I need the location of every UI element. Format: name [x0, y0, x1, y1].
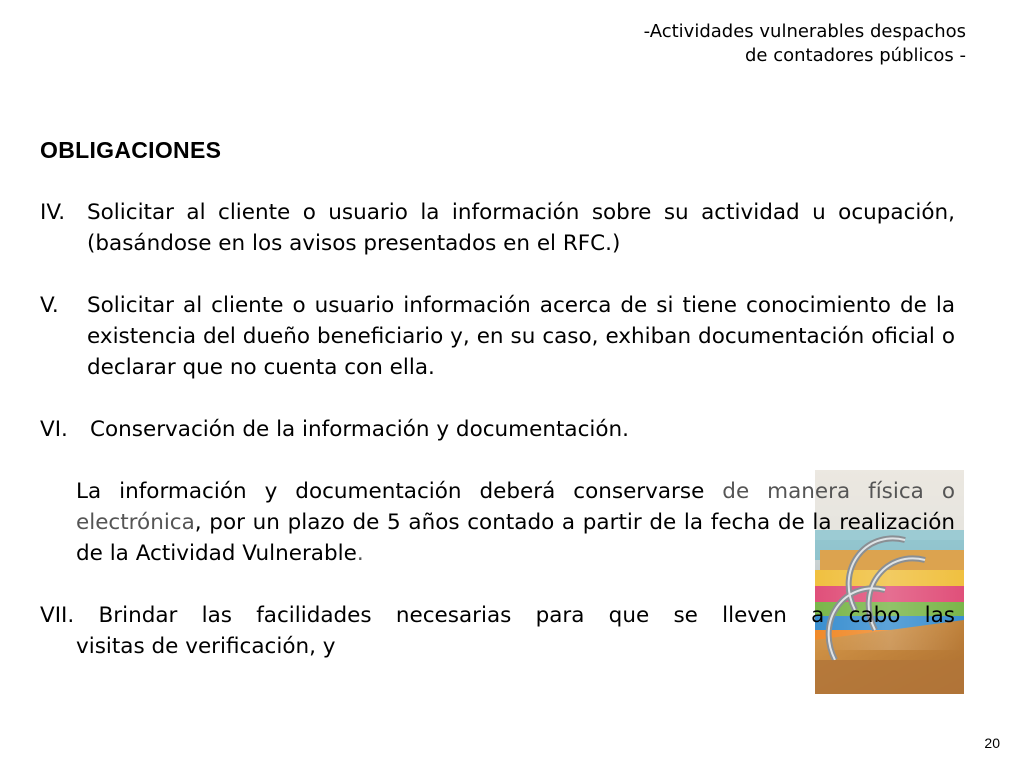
page-number: 20: [984, 735, 1000, 751]
paragraph-part-2: de manera física o electrónica: [76, 479, 955, 535]
obligation-item-iv: [40, 197, 955, 259]
item-number: VII.: [40, 603, 75, 628]
paragraph-part-4: .: [356, 541, 364, 566]
paragraph-part-1: La información y documentación deberá conservarse: [76, 479, 705, 504]
item-number: V.: [40, 293, 59, 318]
obligation-item-vii: [40, 600, 955, 662]
item-text: Brindar las facilidades necesarias para que se lleven a cabo las: [98, 603, 955, 628]
item-text: Solicitar al cliente o usuario información acerca de si tiene conocimiento de la existencia del dueño beneficiario y, en su caso, exhiban documentación oficial o declarar que no cuenta con ella.: [87, 293, 955, 380]
paragraph-part-3: , por un plazo de 5 años contado a partir de la fecha de la realización de la Actividad Vulnerable: [76, 510, 955, 566]
item-number: VI.: [40, 417, 68, 442]
section-title: OBLIGACIONES: [40, 137, 222, 163]
slide-header: [644, 20, 966, 68]
item-number: IV.: [40, 200, 66, 225]
item-vii-line-1: [40, 600, 955, 631]
item-text: Solicitar al cliente o usuario la información sobre su actividad u ocupación, (basándose en los avisos presentados en el RFC.): [87, 200, 955, 256]
header-line-1: -Actividades vulnerables despachos: [643, 21, 966, 42]
item-vii-line-2: visitas de verificación, y: [76, 634, 336, 659]
header-line-2: de contadores públicos -: [744, 45, 966, 66]
obligation-item-v: [40, 290, 955, 383]
item-text: Conservación de la información y documentación.: [90, 417, 629, 442]
obligation-item-vi: [40, 414, 955, 445]
retention-paragraph: [76, 476, 955, 569]
